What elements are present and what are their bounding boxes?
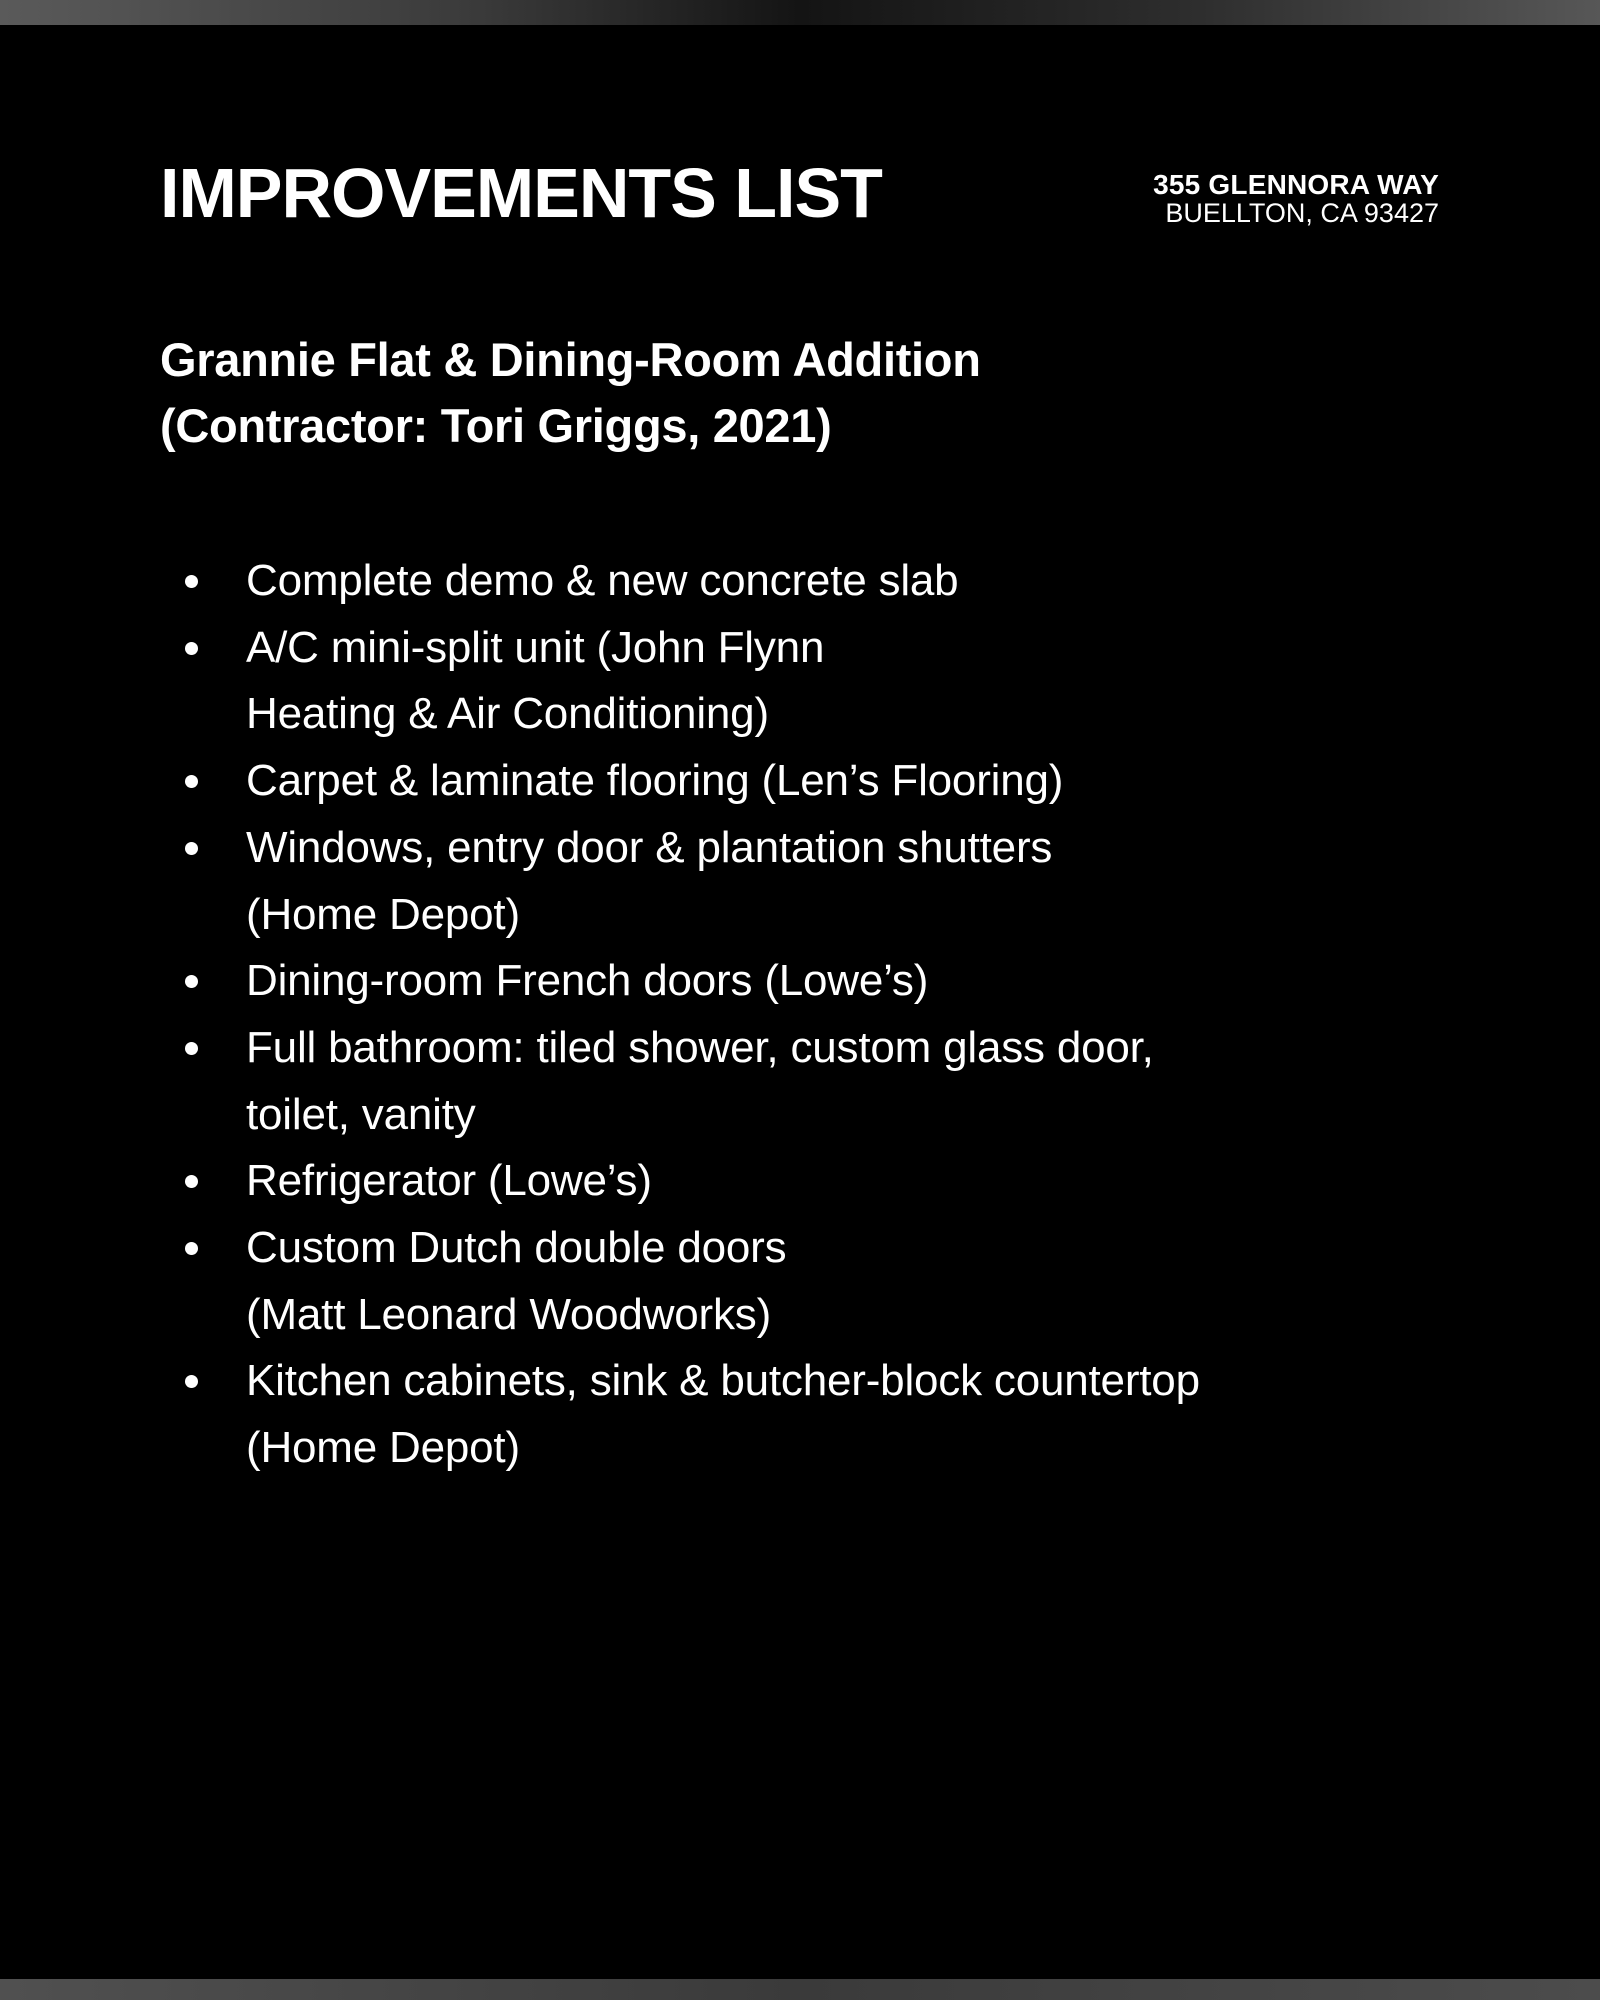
bullet-icon bbox=[185, 642, 198, 655]
list-item-text-continued: toilet, vanity bbox=[246, 1089, 476, 1139]
list-item bbox=[0, 1215, 1600, 1348]
list-item-text: Windows, entry door & plantation shutters bbox=[246, 822, 1053, 872]
address-city: BUELLTON, CA 93427 bbox=[1165, 198, 1439, 228]
bullet-icon bbox=[185, 1242, 198, 1255]
list-item-text: Refrigerator (Lowe’s) bbox=[246, 1156, 652, 1206]
list-item bbox=[0, 548, 1600, 615]
address-street: 355 GLENNORA WAY bbox=[1153, 169, 1439, 200]
list-item bbox=[0, 748, 1600, 815]
improvements-list bbox=[0, 548, 1600, 1482]
bottom-border-band bbox=[0, 1979, 1600, 2000]
list-item-text: Full bathroom: tiled shower, custom glass door, bbox=[246, 1022, 1154, 1072]
document-page bbox=[0, 25, 1600, 1979]
property-address bbox=[1153, 171, 1439, 227]
bullet-icon bbox=[185, 1375, 198, 1388]
bullet-icon bbox=[185, 1042, 198, 1055]
list-item-text: A/C mini-split unit (John Flynn bbox=[246, 622, 825, 672]
list-item bbox=[0, 948, 1600, 1015]
list-item bbox=[0, 615, 1600, 748]
bullet-icon bbox=[185, 842, 198, 855]
bullet-icon bbox=[185, 775, 198, 788]
list-item-text-continued: (Matt Leonard Woodworks) bbox=[246, 1289, 772, 1339]
list-item bbox=[0, 1348, 1600, 1481]
bullet-icon bbox=[185, 1175, 198, 1188]
list-item-text-continued: Heating & Air Conditioning) bbox=[246, 689, 769, 739]
list-item-text-continued: (Home Depot) bbox=[246, 889, 520, 939]
list-item-text: Complete demo & new concrete slab bbox=[246, 556, 959, 605]
top-border-band bbox=[0, 0, 1600, 25]
section-heading-title: Grannie Flat & Dining-Room Addition bbox=[160, 333, 981, 386]
list-item bbox=[0, 815, 1600, 948]
bullet-icon bbox=[185, 575, 198, 588]
list-item bbox=[0, 1148, 1600, 1215]
list-item bbox=[0, 1015, 1600, 1148]
list-item-text-continued: (Home Depot) bbox=[246, 1423, 520, 1473]
list-item-text: Dining-room French doors (Lowe’s) bbox=[246, 956, 929, 1006]
section-heading-contractor: (Contractor: Tori Griggs, 2021) bbox=[160, 399, 832, 452]
list-item-text: Custom Dutch double doors bbox=[246, 1223, 787, 1273]
page-title: IMPROVEMENTS LIST bbox=[160, 154, 882, 232]
bullet-icon bbox=[185, 975, 198, 988]
list-item-text: Kitchen cabinets, sink & butcher-block countertop bbox=[246, 1356, 1200, 1406]
section-heading bbox=[160, 327, 981, 459]
list-item-text: Carpet & laminate flooring (Len’s Flooring) bbox=[246, 756, 1064, 806]
